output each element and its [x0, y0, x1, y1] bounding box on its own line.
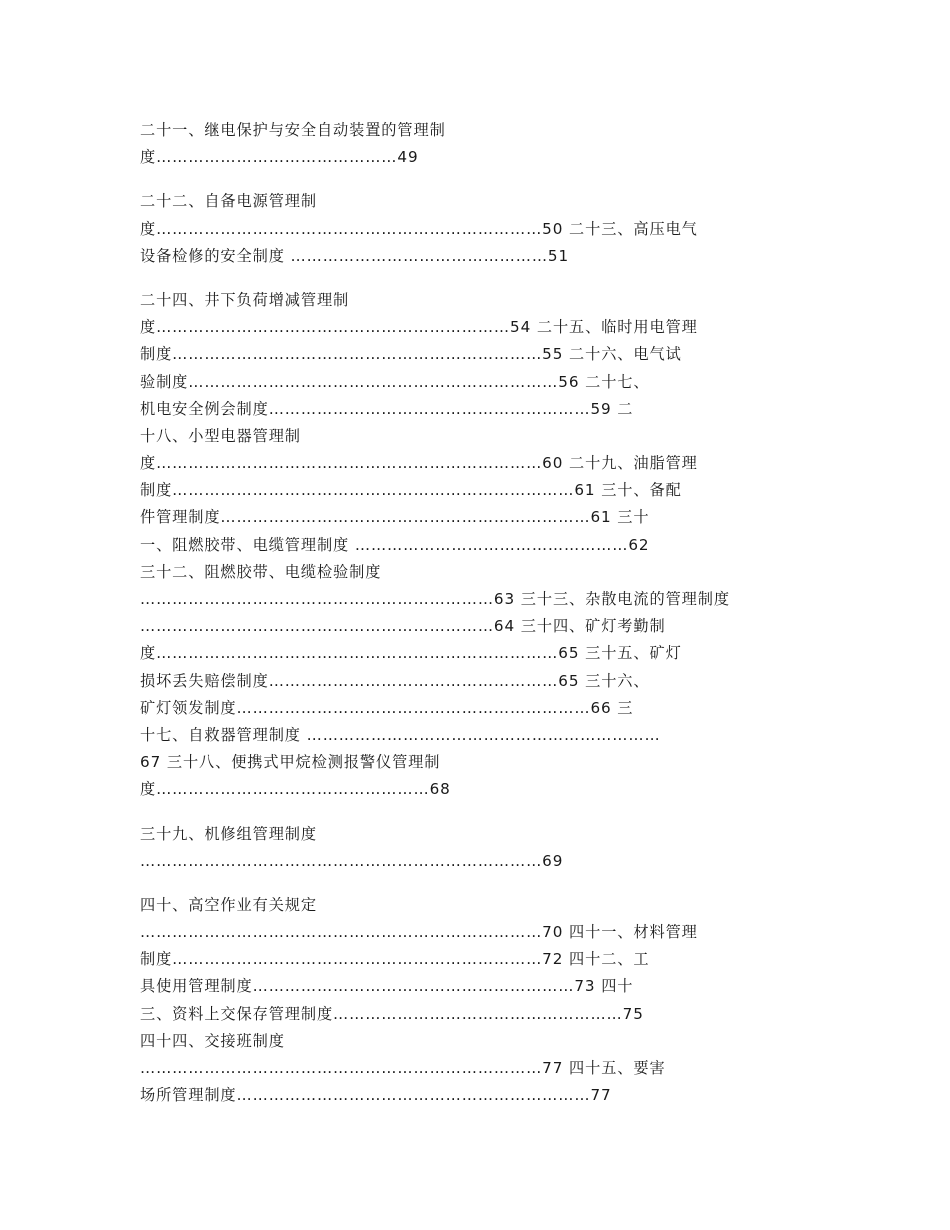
toc-line: 度…………………………………………………………………65 三十五、矿灯 — [140, 644, 682, 663]
toc-line: 三十九、机修组管理制度 — [140, 824, 317, 843]
toc-line: 度…………………………………………………………54 二十五、临时用电管理 — [140, 318, 698, 337]
toc-line: …………………………………………………………63 三十三、杂散电流的管理制度 — [140, 590, 730, 608]
toc-line: 矿灯领发制度…………………………………………………………66 三 — [140, 698, 634, 717]
group-gap — [140, 270, 820, 287]
toc-line: 制度……………………………………………………………72 四十二、工 — [140, 950, 650, 969]
toc-line: 场所管理制度…………………………………………………………77 — [140, 1086, 612, 1105]
toc-line: 机电安全例会制度……………………………………………………59 二 — [140, 399, 634, 418]
toc-line: 三十二、阻燃胶带、电缆检验制度 — [140, 562, 382, 581]
toc-line: 二十二、自备电源管理制 — [140, 192, 317, 211]
toc-line: 具使用管理制度……………………………………………………73 四十 — [140, 977, 634, 996]
toc-line: …………………………………………………………………70 四十一、材料管理 — [140, 923, 698, 942]
toc-line: 度………………………………………………………………50 二十三、高压电气 — [140, 219, 698, 238]
group-gap — [140, 171, 820, 188]
toc-line: 度………………………………………49 — [140, 148, 419, 167]
toc-line: 67 三十八、便携式甲烷检测报警仪管理制 — [140, 753, 441, 772]
toc-line: 损坏丢失赔偿制度………………………………………………65 三十六、 — [140, 671, 650, 690]
group-gap — [140, 804, 820, 821]
toc-line: 四十、高空作业有关规定 — [140, 895, 317, 914]
toc-line: 设备检修的安全制度 …………………………………………51 — [140, 246, 570, 265]
toc-line: 三、资料上交保存管理制度………………………………………………75 — [140, 1004, 644, 1023]
toc-line: 验制度……………………………………………………………56 二十七、 — [140, 372, 650, 391]
toc-line: 十八、小型电器管理制 — [140, 426, 301, 445]
toc-line: 二十四、井下负荷增减管理制 — [140, 290, 350, 309]
toc-line: 度……………………………………………68 — [140, 780, 451, 799]
toc-line: 件管理制度……………………………………………………………61 三十 — [140, 508, 650, 527]
group-gap — [140, 875, 820, 892]
toc-line: 制度…………………………………………………………………61 三十、备配 — [140, 481, 682, 500]
toc-line: 二十一、继电保护与安全自动装置的管理制 — [140, 121, 446, 139]
toc-line: …………………………………………………………………69 — [140, 851, 564, 870]
toc-line: 度………………………………………………………………60 二十九、油脂管理 — [140, 454, 698, 473]
toc-line: 制度……………………………………………………………55 二十六、电气试 — [140, 345, 682, 364]
table-of-contents — [140, 117, 820, 1109]
toc-line: 四十四、交接班制度 — [140, 1031, 285, 1050]
toc-line: 一、阻燃胶带、电缆管理制度 ……………………………………………62 — [140, 535, 650, 554]
toc-line: 十七、自救器管理制度 ………………………………………………………… — [140, 725, 661, 744]
toc-line: …………………………………………………………………77 四十五、要害 — [140, 1059, 666, 1077]
toc-line: …………………………………………………………64 三十四、矿灯考勤制 — [140, 617, 666, 636]
